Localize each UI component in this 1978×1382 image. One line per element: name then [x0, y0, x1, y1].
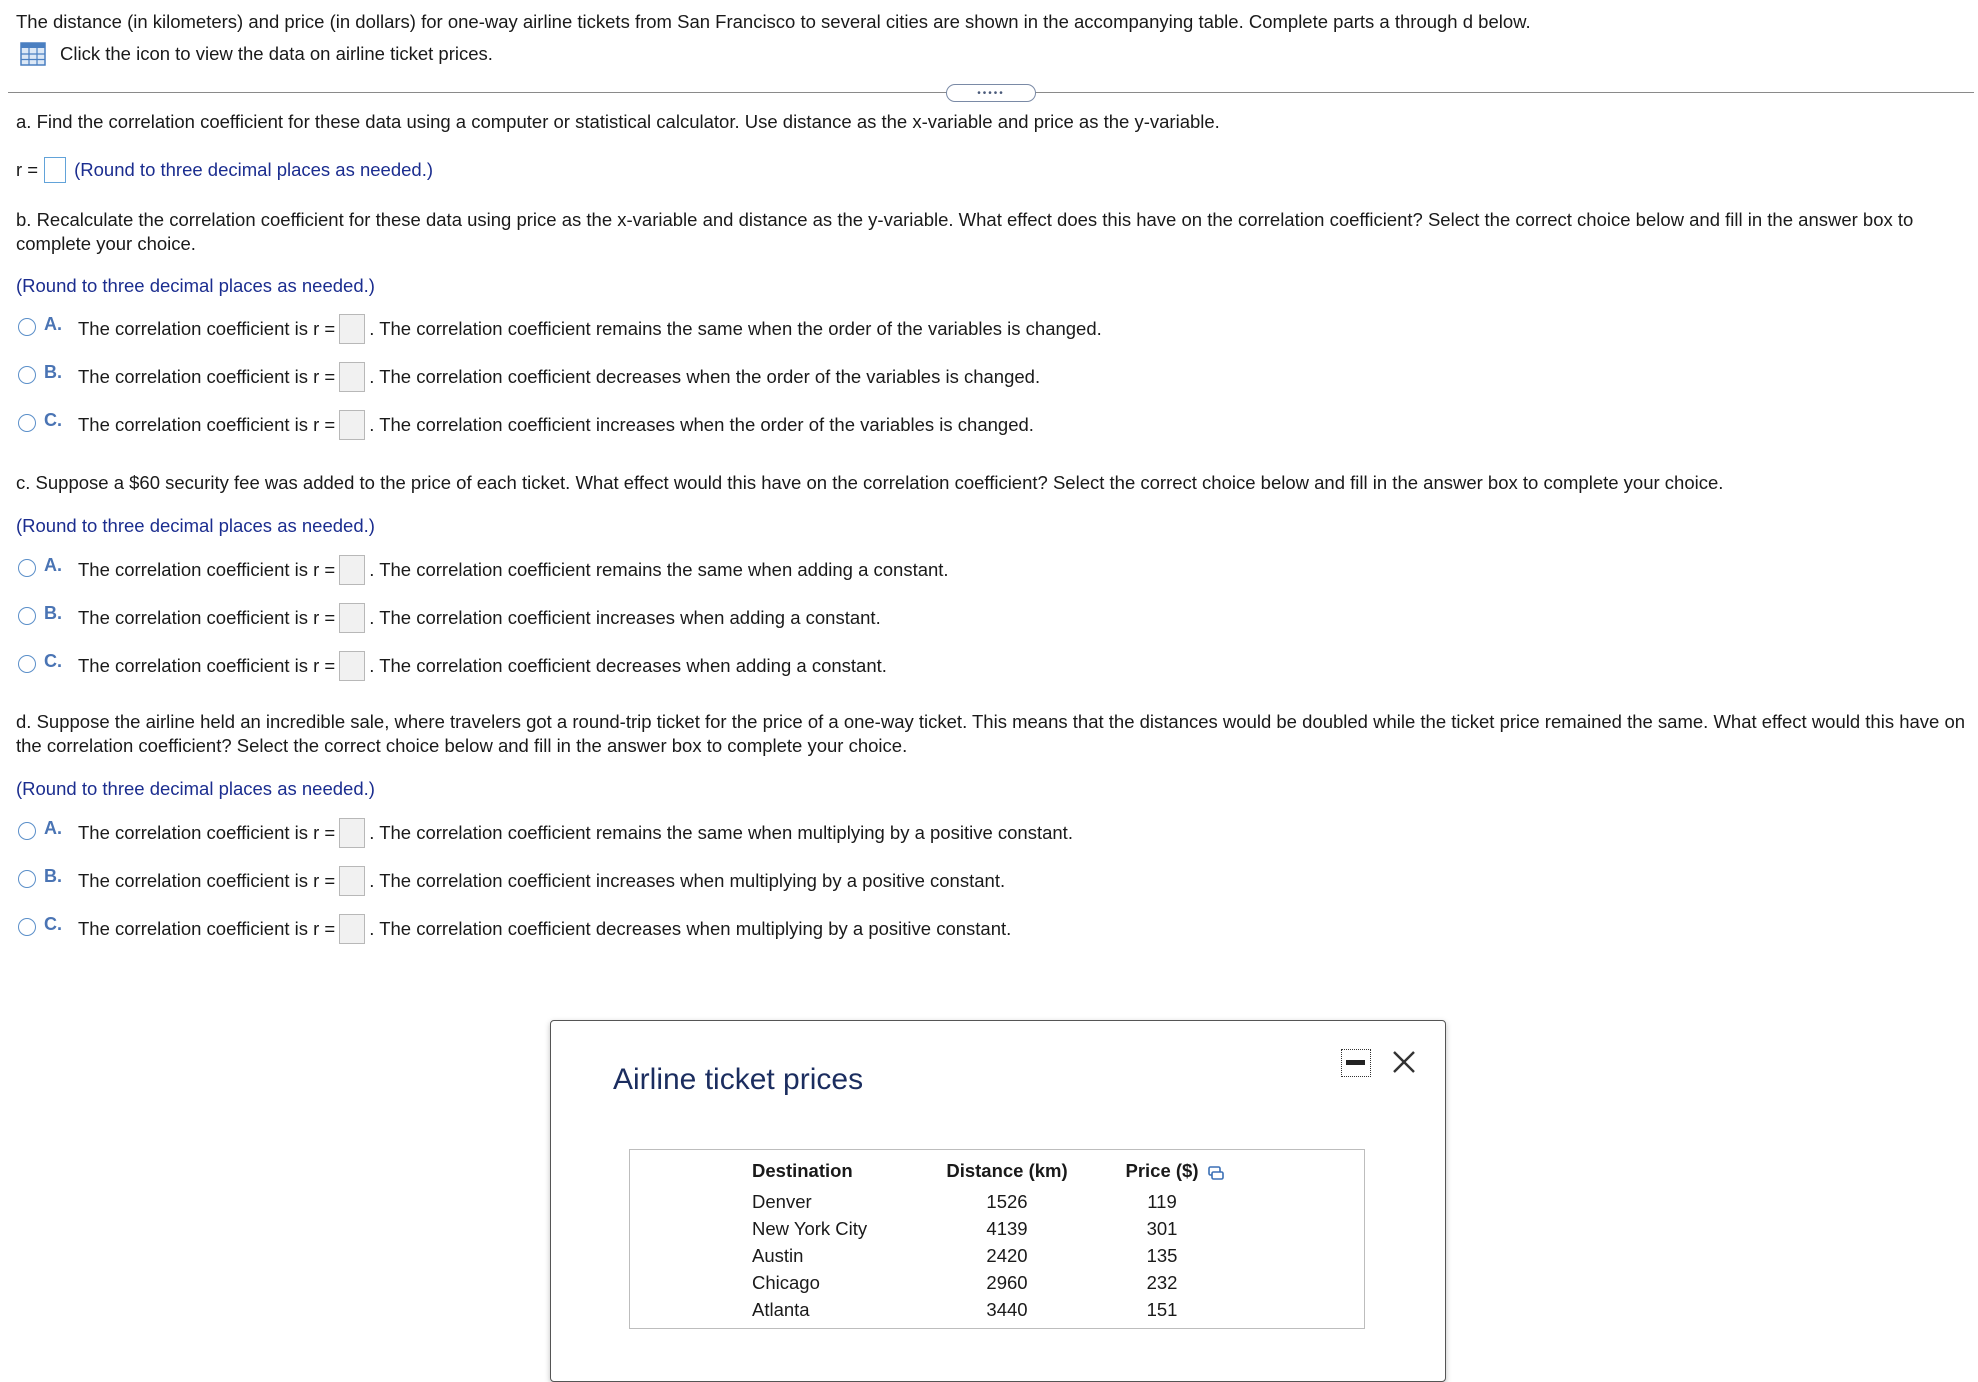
choice-letter: A. [44, 554, 62, 575]
part-c-choice-b-input[interactable] [339, 603, 365, 633]
column-header: Destination [752, 1160, 853, 1181]
cell-destination: Chicago [752, 1271, 820, 1293]
column-header: Distance (km) [946, 1160, 1068, 1181]
part-a-question: a. Find the correlation coefficient for these data using a computer or statistical calculator. Use distance as the x-variable and price as the y-variable. [16, 111, 1220, 132]
part-c-hint: (Round to three decimal places as needed.) [16, 515, 375, 536]
radio-button[interactable] [18, 414, 36, 432]
radio-button[interactable] [18, 655, 36, 673]
part-b-hint: (Round to three decimal places as needed.) [16, 275, 375, 296]
choice-text: . The correlation coefficient remains the same when the order of the variables is changed. [369, 318, 1102, 339]
choice-prefix: The correlation coefficient is r = [78, 655, 336, 676]
part-c-question: c. Suppose a $60 security fee was added to the price of each ticket. What effect would this have on the correlation coefficient? Select the correct choice below and fill in the answer box to complete your choice. [16, 472, 1724, 493]
choice-letter: C. [44, 409, 62, 430]
choice-letter: C. [44, 913, 62, 934]
radio-button[interactable] [18, 607, 36, 625]
radio-button[interactable] [18, 366, 36, 384]
choice-text: . The correlation coefficient increases when the order of the variables is changed. [369, 414, 1034, 435]
table-row [752, 1188, 1222, 1215]
close-icon[interactable] [1389, 1047, 1419, 1077]
choice-letter: B. [44, 602, 62, 623]
cell-price: 232 [1146, 1271, 1178, 1293]
choice-letter: A. [44, 817, 62, 838]
choice-prefix: The correlation coefficient is r = [78, 607, 336, 628]
radio-button[interactable] [18, 822, 36, 840]
problem-intro: The distance (in kilometers) and price (in dollars) for one-way airline tickets from San Francisco to several cities are shown in the accompanying table. Complete parts a through d below. [16, 11, 1531, 32]
table-grid-icon[interactable] [20, 42, 46, 66]
part-b-choice-c[interactable] [18, 408, 1034, 442]
part-d-question: d. Suppose the airline held an incredible sale, where travelers got a round-trip ticket for the price of a one-way ticket. This means that the distances would be doubled while the ticket price remained the same. What effect would this have on the correlation coefficient? Select the correct choice below and fill in the answer box to complete your choice. [16, 711, 1966, 756]
part-d-choice-a-input[interactable] [339, 818, 365, 848]
choice-prefix: The correlation coefficient is r = [78, 918, 336, 939]
choice-prefix: The correlation coefficient is r = [78, 414, 336, 435]
cell-destination: Austin [752, 1244, 804, 1266]
r-label: r = [16, 159, 39, 180]
cell-distance: 1526 [986, 1190, 1028, 1212]
radio-button[interactable] [18, 559, 36, 577]
choice-prefix: The correlation coefficient is r = [78, 559, 336, 580]
cell-distance: 4139 [986, 1217, 1028, 1239]
choice-prefix: The correlation coefficient is r = [78, 366, 336, 387]
cell-price: 135 [1146, 1244, 1178, 1266]
table-row [752, 1242, 1222, 1269]
data-link-label[interactable]: Click the icon to view the data on airline ticket prices. [60, 43, 493, 64]
choice-text: . The correlation coefficient remains the same when adding a constant. [369, 559, 949, 580]
column-header: Price ($) [1125, 1160, 1199, 1181]
choice-letter: B. [44, 865, 62, 886]
popup-title: Airline ticket prices [613, 1063, 864, 1096]
cell-destination: New York City [752, 1217, 868, 1239]
cell-price: 151 [1146, 1298, 1178, 1320]
choice-letter: C. [44, 650, 62, 671]
data-link[interactable] [20, 42, 493, 66]
airline-data-popup [550, 1020, 1446, 1382]
part-d-choice-a[interactable] [18, 816, 1073, 850]
copy-table-icon[interactable] [1207, 1164, 1225, 1182]
choice-letter: A. [44, 313, 62, 334]
radio-button[interactable] [18, 870, 36, 888]
cell-price: 301 [1146, 1217, 1178, 1239]
data-table-frame [629, 1149, 1365, 1329]
cell-distance: 2960 [986, 1271, 1028, 1293]
choice-text: . The correlation coefficient decreases when the order of the variables is changed. [369, 366, 1041, 387]
choice-letter: B. [44, 361, 62, 382]
part-b-choice-a[interactable] [18, 312, 1102, 346]
minimize-icon[interactable] [1341, 1049, 1371, 1077]
choice-text: . The correlation coefficient decreases when adding a constant. [369, 655, 887, 676]
radio-button[interactable] [18, 318, 36, 336]
choice-prefix: The correlation coefficient is r = [78, 318, 336, 339]
part-a-answer-input[interactable] [44, 157, 66, 183]
part-d-choice-b[interactable] [18, 864, 1005, 898]
choice-text: . The correlation coefficient increases when adding a constant. [369, 607, 881, 628]
table-row [752, 1269, 1222, 1296]
part-d-choice-c-input[interactable] [339, 914, 365, 944]
part-c-choice-b[interactable] [18, 601, 881, 635]
table-row [752, 1215, 1222, 1242]
part-a-hint: (Round to three decimal places as needed.) [74, 159, 434, 180]
divider-expand-handle[interactable]: ••••• [946, 84, 1036, 102]
part-d-hint: (Round to three decimal places as needed.) [16, 778, 375, 799]
part-b-choice-b[interactable] [18, 360, 1040, 394]
choice-text: . The correlation coefficient decreases when multiplying by a positive constant. [369, 918, 1012, 939]
part-c-choice-c[interactable] [18, 649, 887, 683]
radio-button[interactable] [18, 918, 36, 936]
cell-distance: 2420 [986, 1244, 1028, 1266]
cell-distance: 3440 [986, 1298, 1028, 1320]
part-c-choice-c-input[interactable] [339, 651, 365, 681]
choice-text: . The correlation coefficient remains the same when multiplying by a positive constant. [369, 822, 1073, 843]
part-b-choice-a-input[interactable] [339, 314, 365, 344]
choice-prefix: The correlation coefficient is r = [78, 870, 336, 891]
airline-data-table [752, 1158, 1222, 1323]
cell-price: 119 [1147, 1190, 1177, 1212]
choice-text: . The correlation coefficient increases when multiplying by a positive constant. [369, 870, 1006, 891]
cell-destination: Denver [752, 1190, 812, 1212]
part-b-choice-c-input[interactable] [339, 410, 365, 440]
part-c-choice-a[interactable] [18, 553, 949, 587]
cell-destination: Atlanta [752, 1298, 810, 1320]
part-d-choice-b-input[interactable] [339, 866, 365, 896]
part-b-choice-b-input[interactable] [339, 362, 365, 392]
part-d-choice-c[interactable] [18, 912, 1011, 946]
table-header-row [752, 1158, 1222, 1188]
part-b-question: b. Recalculate the correlation coefficient for these data using price as the x-variable and distance as the y-variable. What effect does this have on the correlation coefficient? Select the correct choice below and fill in the answer box to complete your choice. [16, 209, 1914, 254]
part-c-choice-a-input[interactable] [339, 555, 365, 585]
choice-prefix: The correlation coefficient is r = [78, 822, 336, 843]
table-row [752, 1296, 1222, 1323]
part-a-answer-row [16, 157, 433, 183]
